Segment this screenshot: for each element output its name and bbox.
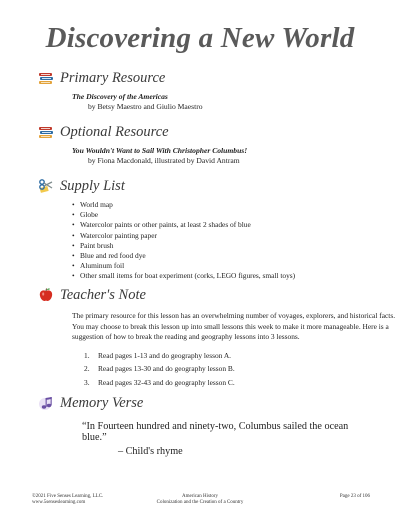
books-icon: [38, 70, 54, 86]
primary-book-title: The Discovery of the Americas: [72, 92, 168, 101]
footer-unit-title: Colonization and the Creation of a Country: [156, 500, 244, 505]
teachers-note-paragraph: The primary resource for this lesson has an overwhelming number of voyages, explorers, and historical facts. You may choose to break this lesson up into small lessons this week to make it more manageable. Here is a suggestion of how to break the reading and geography lessons into 3 lessons.: [72, 311, 396, 342]
optional-book-author: by Fiona Macdonald, illustrated by David Antram: [88, 156, 240, 165]
list-item: • Globe: [72, 210, 368, 220]
list-item: • Watercolor painting paper: [72, 231, 368, 241]
list-item: [84, 376, 368, 390]
supply-list-section: [38, 176, 368, 282]
primary-resource-heading: Primary Resource: [60, 69, 166, 86]
primary-book-author: by Betsy Maestro and Giulio Maestro: [88, 102, 203, 111]
books-icon: [38, 124, 54, 140]
optional-resource-section: [38, 122, 368, 165]
memory-verse-author: – Child's rhyme: [118, 446, 183, 457]
teachers-note-heading: Teacher's Note: [60, 286, 146, 303]
supply-list-heading: Supply List: [60, 177, 125, 194]
list-item: • Aluminum foil: [72, 261, 368, 271]
footer-website: www.5senseslearning.com: [32, 500, 86, 505]
teachers-note-section: [38, 285, 396, 389]
list-item: • World map: [72, 200, 368, 210]
memory-verse-section: [38, 393, 368, 457]
list-item: [84, 362, 368, 376]
memory-verse-heading: Memory Verse: [60, 394, 144, 411]
primary-resource-section: [38, 68, 368, 111]
lesson-steps: [38, 349, 368, 390]
optional-resource-heading: Optional Resource: [60, 123, 169, 140]
step-number: 3.: [84, 377, 90, 387]
list-item: • Other small items for boat experiment (corks, LEGO figures, small toys): [72, 271, 368, 281]
page-title: Discovering a New World: [45, 22, 355, 54]
footer-page-number: Page 23 of 106: [339, 494, 370, 499]
footer-course-title: American History: [182, 494, 218, 499]
music-note-icon: [38, 395, 54, 411]
list-item: • Paint brush: [72, 241, 368, 251]
list-item: [84, 349, 368, 363]
scissors-icon: [38, 178, 54, 194]
supply-list: [38, 200, 368, 282]
apple-icon: [38, 287, 54, 303]
step-number: 2.: [84, 364, 90, 374]
footer-copyright: ©2021 Five Senses Learning, LLC.: [32, 494, 104, 499]
step-number: 1.: [84, 350, 90, 360]
list-item: • Blue and red food dye: [72, 251, 368, 261]
memory-verse-text: “In Fourteen hundred and ninety-two, Columbus sailed the ocean blue.”: [82, 421, 349, 443]
optional-book-title: You Wouldn't Want to Sail With Christopher Columbus!: [72, 146, 248, 155]
step-text: Read pages 32-43 and do geography lesson C.: [98, 377, 235, 387]
step-text: Read pages 13-30 and do geography lesson B.: [98, 364, 235, 374]
step-text: Read pages 1-13 and do geography lesson A.: [98, 350, 232, 360]
list-item: • Watercolor paints or other paints, at least 2 shades of blue: [72, 220, 368, 230]
